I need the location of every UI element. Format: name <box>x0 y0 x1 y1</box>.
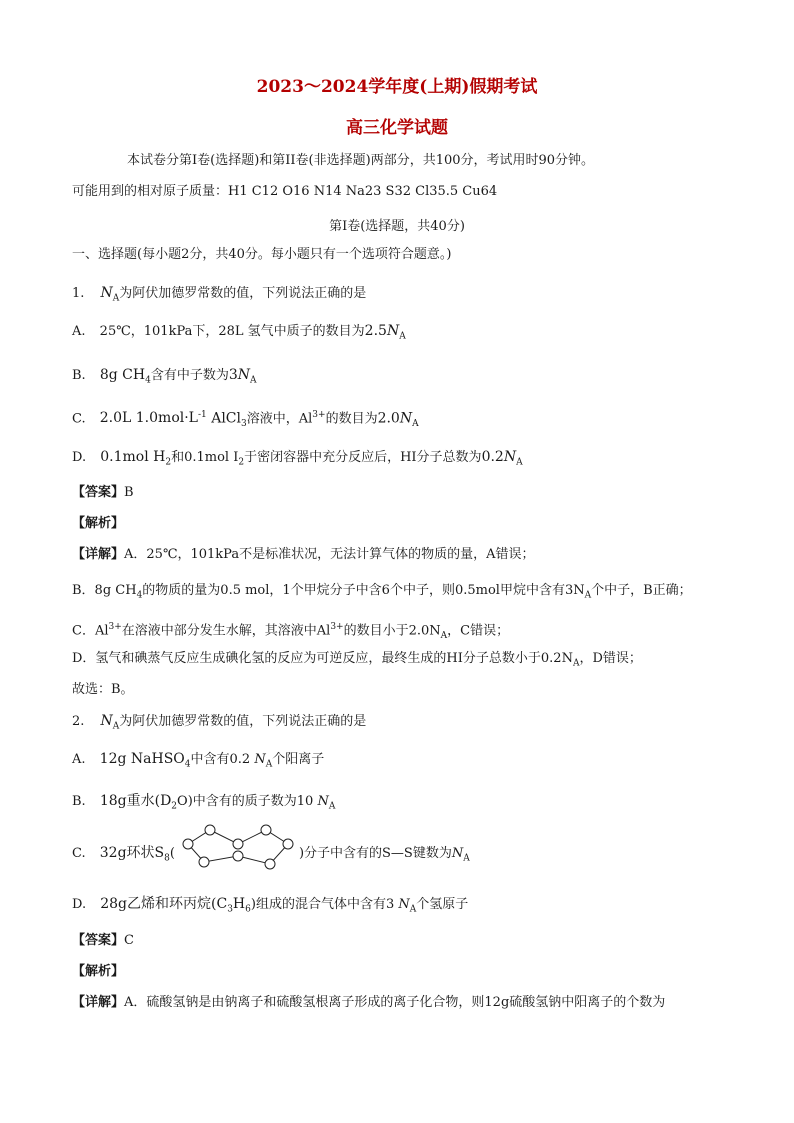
question-1-conclusion: 故选：B。 <box>72 682 134 697</box>
section-heading: 第I卷(选择题，共40分) <box>329 219 465 234</box>
question-2-option-d: D. 28g乙烯和环丙烷$(C_3H_6)$组成的混合气体中含有3 $N_A$个氢原子 <box>72 896 469 915</box>
question-2-answer: 【答案】C <box>72 933 134 948</box>
question-2-stem: 2. $N_A$为阿伏加德罗常数的值，下列说法正确的是 <box>72 713 367 732</box>
question-1-option-b: B. 8g $CH_4$含有中子数为$3N_A$ <box>72 367 257 386</box>
question-1-answer: 【答案】B <box>72 485 134 500</box>
s8-ring-structure-image <box>174 822 300 872</box>
question-2-option-b: B. 18g重水$(D_2O)$中含有的质子数为10 $N_A$ <box>72 793 336 812</box>
question-1-detail-b: B．8g $CH_4$的物质的量为0.5 mol，1个甲烷分子中含6个中子，则0.5mol甲烷中含有$3N_A$个中子，B正确； <box>72 583 692 601</box>
question-2-option-a: A. 12g NaHSO$_4$中含有0.2 $N_A$个阳离子 <box>72 751 325 770</box>
question-1-detail-a: 【详解】A．25℃，101kPa不是标准状况，无法计算气体的物质的量，A错误； <box>72 547 535 562</box>
question-2-option-c: C. 32g环状$S_8$( )分子中含有的S—S键数为$N_A$ <box>72 845 470 864</box>
question-1-detail-c: C．$Al^{3+}$在溶液中部分发生水解，其溶液中$Al^{3+}$的数目小于$2.0N_A$，C错误； <box>72 622 510 641</box>
question-2-detail-a: 【详解】A．硫酸氢钠是由钠离子和硫酸氢根离子形成的离子化合物，则12g硫酸氢钠中阳离子的个数为 <box>72 995 666 1010</box>
atomic-mass-text: 可能用到的相对原子质量：H1 C12 O16 N14 Na23 S32 Cl35.5 Cu64 <box>72 184 498 199</box>
question-1-option-d: D. 0.1mol $H_2$和0.1mol $I_2$于密闭容器中充分反应后，HI分子总数为$0.2N_A$ <box>72 449 523 468</box>
question-1-stem: 1. $N_A$为阿伏加德罗常数的值，下列说法正确的是 <box>72 285 367 304</box>
question-2-analysis-tag: 【解析】 <box>72 964 125 979</box>
question-1-detail-d: D．氢气和碘蒸气反应生成碘化氢的反应为可逆反应，最终生成的HI分子总数小于$0.2N_A$，D错误； <box>72 651 642 669</box>
exam-title: 2023～2024学年度(上期)假期考试 <box>256 77 538 97</box>
part-header: 一、选择题(每小题2分，共40分。每小题只有一个选项符合题意。) <box>72 247 452 262</box>
question-1-option-c: C. 2.0L $1.0mol\cdot L^{-1}$ AlCl$_3$溶液中，$Al^{3+}$的数目为$2.0N_A$ <box>72 410 419 429</box>
exam-subtitle: 高三化学试题 <box>346 118 448 138</box>
question-1-option-a: A. 25℃，101kPa下，28L 氢气中质子的数目为$2.5N_A$ <box>72 323 406 342</box>
question-1-analysis-tag: 【解析】 <box>72 516 125 531</box>
intro-text: 本试卷分第I卷(选择题)和第II卷(非选择题)两部分，共100分，考试用时90分钟。 <box>127 153 595 168</box>
